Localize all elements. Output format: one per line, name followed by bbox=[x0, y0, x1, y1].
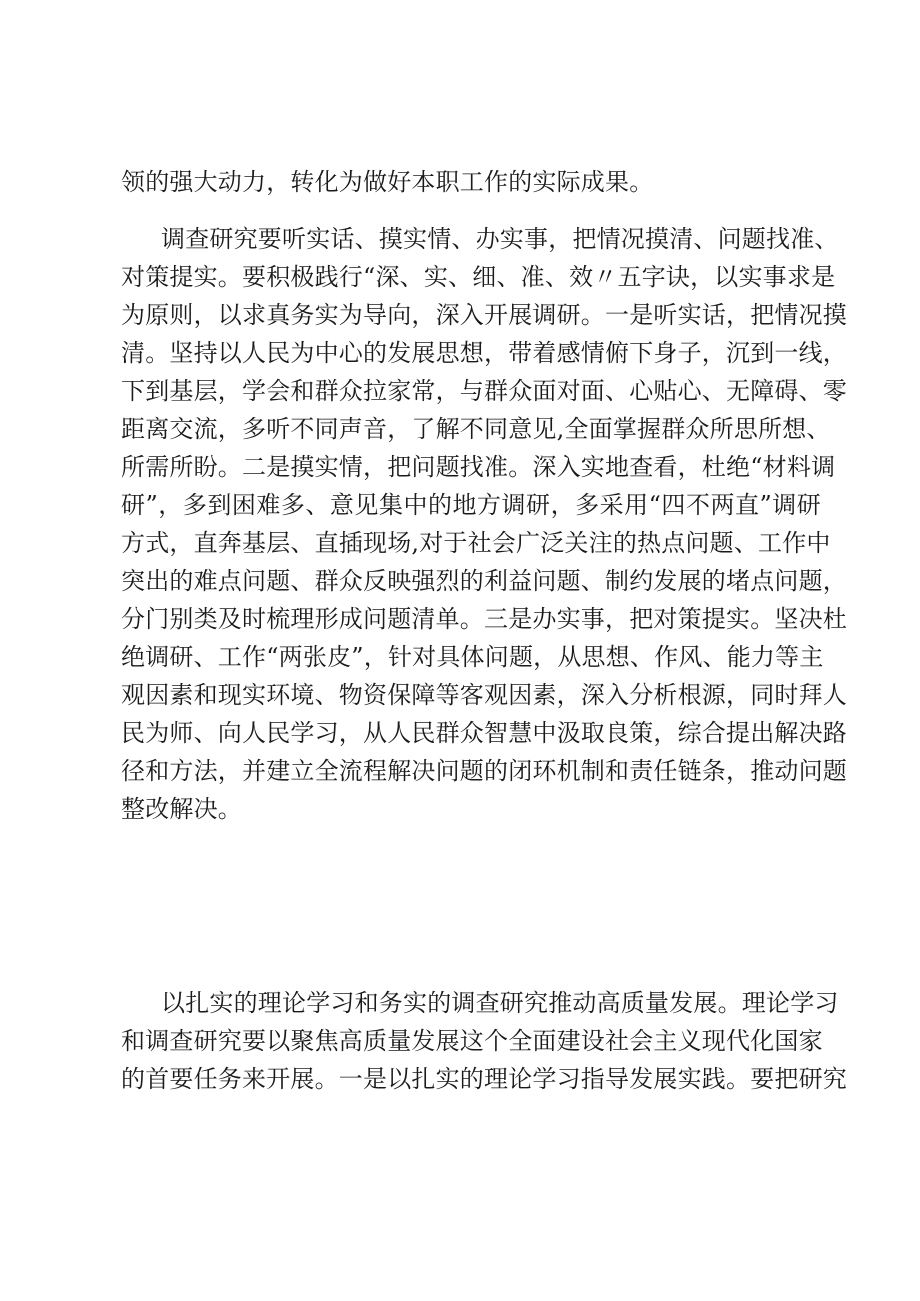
paragraph-investigation-research bbox=[121, 220, 847, 828]
text-line: 绝调研、工作“两张皮”，针对具体问题，从思想、作风、能力等主 bbox=[121, 643, 824, 671]
text-line: 突出的难点问题、群众反映强烈的利益问题、制约发展的堵点问题， bbox=[121, 567, 847, 595]
paragraph-high-quality-development bbox=[121, 984, 847, 1098]
text-line: 方式，直奔基层、直插现场,对于社会广泛关注的热点问题、工作中 bbox=[121, 529, 831, 557]
paragraph-continuation bbox=[121, 163, 821, 201]
text-line: 为原则，以求真务实为导向，深入开展调研。一是听实话，把情况摸 bbox=[121, 301, 847, 329]
text-line: 清。坚持以人民为中心的发展思想，带着感情俯下身子，沉到一线， bbox=[121, 339, 847, 367]
text-line: 民为师、向人民学习，从人民群众智慧中汲取良策，综合提出解决路 bbox=[121, 719, 847, 747]
text-line: 调查研究要听实话、摸实情、办实事，把情况摸清、问题找准、 bbox=[161, 225, 839, 253]
text-line: 研”，多到困难多、意见集中的地方调研，多采用“四不两直”调研 bbox=[121, 491, 821, 519]
text-line: 径和方法，并建立全流程解决问题的闭环机制和责任链条，推动问题 bbox=[121, 757, 847, 785]
text-line: 和调查研究要以聚焦高质量发展这个全面建设社会主义现代化国家 bbox=[121, 1027, 823, 1055]
text-line: 下到基层，学会和群众拉家常，与群众面对面、心贴心、无障碍、零 bbox=[121, 377, 847, 405]
text-line: 分门别类及时梳理形成问题清单。三是办实事，把对策提实。坚决杜 bbox=[121, 605, 847, 633]
text-line: 所需所盼。二是摸实情，把问题找准。深入实地查看，杜绝“材料调 bbox=[121, 453, 836, 481]
text-line: 的首要任务来开展。一是以扎实的理论学习指导发展实践。要把研究 bbox=[121, 1065, 847, 1093]
text-line: 距离交流，多听不同声音，了解不同意见,全面掌握群众所思所想、 bbox=[121, 415, 831, 443]
text-line: 领的强大动力，转化为做好本职工作的实际成果。 bbox=[121, 168, 654, 196]
text-line: 以扎实的理论学习和务实的调查研究推动高质量发展。理论学习 bbox=[161, 989, 839, 1017]
text-line: 整改解决。 bbox=[121, 795, 242, 823]
text-line: 观因素和现实环境、物资保障等客观因素，深入分析根源，同时拜人 bbox=[121, 681, 847, 709]
text-line: 对策提实。要积极践行“深、实、细、准、效〃五字诀，以实事求是 bbox=[121, 263, 836, 291]
